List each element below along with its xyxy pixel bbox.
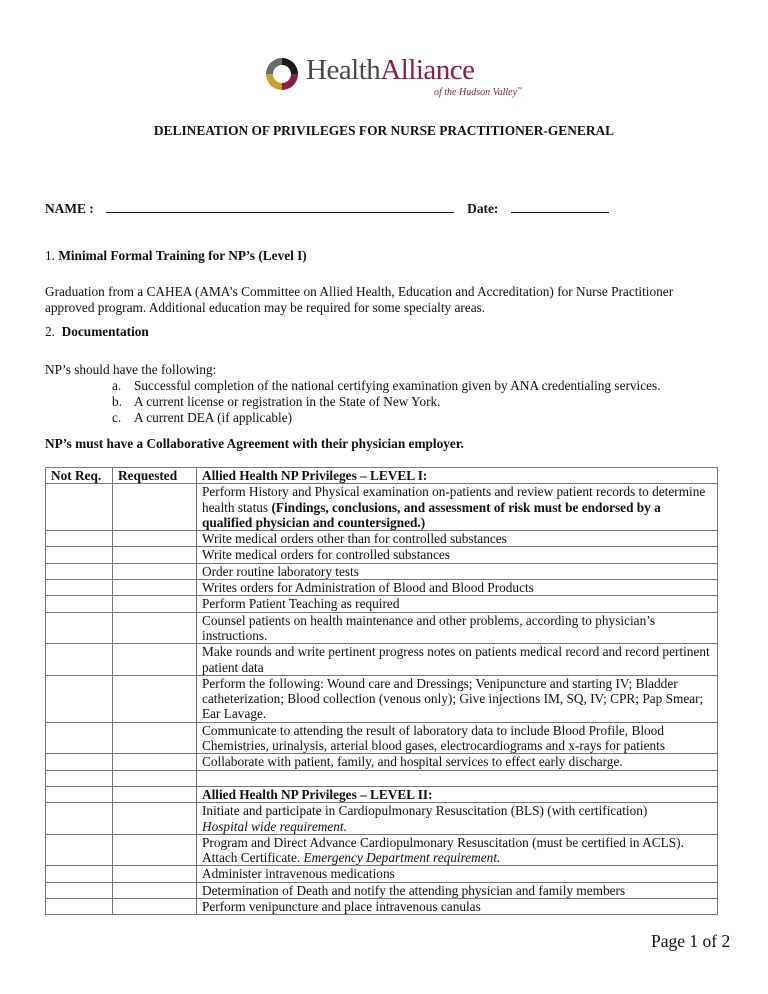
- documentation-list: [112, 378, 732, 426]
- not-required-cell[interactable]: [46, 754, 113, 770]
- privilege-text: Counsel patients on health maintenance and other problems, according to physician’s instructions.: [197, 612, 718, 644]
- privilege-text: Perform History and Physical examination on-patients and review patient records to determine health status (Findings, conclusions, and assessment of risk must be endorsed by a qualified physician and countersigned.): [197, 484, 718, 531]
- table-row: [46, 882, 718, 898]
- privilege-text: Administer intravenous medications: [197, 866, 718, 882]
- requested-cell[interactable]: [113, 722, 197, 754]
- requested-cell[interactable]: [113, 596, 197, 612]
- level2-header-row: [46, 786, 718, 802]
- name-label: NAME :: [45, 201, 94, 216]
- not-required-cell[interactable]: [46, 484, 113, 531]
- section1-heading: 1. Minimal Formal Training for NP’s (Level I): [45, 248, 307, 263]
- table-spacer-row: [46, 770, 718, 786]
- table-row: [46, 866, 718, 882]
- not-required-cell[interactable]: [46, 675, 113, 722]
- privilege-text: Perform the following: Wound care and Dressings; Venipuncture and starting IV; Bladder catheterization; Blood collection (venous only); Give injections IM, SQ, IV; CPR; Pap Smear; Ear Lavage.: [197, 675, 718, 722]
- requested-cell[interactable]: [113, 531, 197, 547]
- name-date-line: [45, 201, 609, 217]
- requested-cell[interactable]: [113, 675, 197, 722]
- date-field[interactable]: [511, 201, 609, 213]
- requested-cell[interactable]: [113, 803, 197, 835]
- not-required-cell[interactable]: [46, 644, 113, 676]
- requested-cell[interactable]: [113, 484, 197, 531]
- table-row: [46, 644, 718, 676]
- requested-cell[interactable]: [113, 866, 197, 882]
- not-required-cell[interactable]: [46, 803, 113, 835]
- table-row: [46, 899, 718, 915]
- section1-body: Graduation from a CAHEA (AMA’s Committee on Allied Health, Education and Accreditation) for Nurse Practitioner approved program. Additional education may be required for some specialty areas.: [45, 284, 674, 315]
- not-required-cell[interactable]: [46, 563, 113, 579]
- requested-cell[interactable]: [113, 882, 197, 898]
- table-row: [46, 754, 718, 770]
- list-item: b. A current license or registration in the State of New York.: [112, 394, 441, 409]
- privileges-table: [45, 467, 718, 915]
- table-row: [46, 596, 718, 612]
- not-required-cell: [46, 786, 113, 802]
- section2-heading: 2. Documentation: [45, 324, 149, 339]
- not-required-cell[interactable]: [46, 834, 113, 866]
- not-required-cell[interactable]: [46, 899, 113, 915]
- logo-wordmark: HealthAlliance: [306, 54, 475, 86]
- table-row: [46, 563, 718, 579]
- not-required-cell[interactable]: [46, 866, 113, 882]
- list-item: c. A current DEA (if applicable): [112, 410, 293, 425]
- privilege-text: Initiate and participate in Cardiopulmonary Resuscitation (BLS) (with certification) Hospital wide requirement.: [197, 803, 718, 835]
- not-required-cell[interactable]: [46, 612, 113, 644]
- table-row: [46, 580, 718, 596]
- table-row: [46, 547, 718, 563]
- list-item: a. Successful completion of the national certifying examination given by ANA credentialing services.: [112, 378, 661, 393]
- privilege-text: Perform Patient Teaching as required: [197, 596, 718, 612]
- not-required-cell[interactable]: [46, 882, 113, 898]
- privilege-text: Determination of Death and notify the attending physician and family members: [197, 882, 718, 898]
- privilege-text: Order routine laboratory tests: [197, 563, 718, 579]
- requested-cell[interactable]: [113, 644, 197, 676]
- logo-subtitle: of the Hudson Valley™: [434, 87, 522, 98]
- not-required-cell[interactable]: [46, 547, 113, 563]
- section2-intro: NP’s should have the following:: [45, 362, 217, 377]
- not-required-cell[interactable]: [46, 596, 113, 612]
- requested-cell[interactable]: [113, 754, 197, 770]
- requested-cell[interactable]: [113, 834, 197, 866]
- privilege-text: Make rounds and write pertinent progress notes on patients medical record and record pertinent patient data: [197, 644, 718, 676]
- requested-cell: [113, 786, 197, 802]
- privilege-text: Write medical orders other than for controlled substances: [197, 531, 718, 547]
- requested-cell[interactable]: [113, 612, 197, 644]
- not-required-cell[interactable]: [46, 580, 113, 596]
- requested-cell[interactable]: [113, 547, 197, 563]
- healthalliance-logo: [262, 52, 522, 102]
- privilege-text: Collaborate with patient, family, and hospital services to effect early discharge.: [197, 754, 718, 770]
- table-row: [46, 834, 718, 866]
- table-row: [46, 531, 718, 547]
- requested-cell[interactable]: [113, 580, 197, 596]
- privilege-text: Program and Direct Advance Cardiopulmonary Resuscitation (must be certified in ACLS). Attach Certificate. Emergency Department requirement.: [197, 834, 718, 866]
- privilege-text: Perform venipuncture and place intravenous canulas: [197, 899, 718, 915]
- document-title: DELINEATION OF PRIVILEGES FOR NURSE PRACTITIONER-GENERAL: [153, 123, 615, 138]
- table-row: [46, 675, 718, 722]
- name-field[interactable]: [106, 201, 454, 213]
- not-required-cell[interactable]: [46, 722, 113, 754]
- table-row: [46, 612, 718, 644]
- page-number: Page 1 of 2: [651, 931, 731, 951]
- table-row: [46, 803, 718, 835]
- privilege-text: Communicate to attending the result of laboratory data to include Blood Profile, Blood Chemistries, urinalysis, arterial blood gases, electrocardiograms and x-rays for patients: [197, 722, 718, 754]
- not-required-cell[interactable]: [46, 531, 113, 547]
- table-row: [46, 484, 718, 531]
- header-level2: Allied Health NP Privileges – LEVEL II:: [197, 786, 718, 802]
- table-header-row: [46, 468, 718, 484]
- privilege-text: Writes orders for Administration of Blood and Blood Products: [197, 580, 718, 596]
- table-row: [46, 722, 718, 754]
- requested-cell[interactable]: [113, 563, 197, 579]
- header-not-required: Not Req.: [46, 468, 113, 484]
- collaborative-agreement-note: NP’s must have a Collaborative Agreement with their physician employer.: [45, 436, 464, 451]
- header-requested: Requested: [113, 468, 197, 484]
- privilege-text: Write medical orders for controlled substances: [197, 547, 718, 563]
- date-label: Date:: [467, 201, 499, 216]
- header-level1: Allied Health NP Privileges – LEVEL I:: [197, 468, 718, 484]
- swirl-logo-icon: [262, 54, 302, 94]
- requested-cell[interactable]: [113, 899, 197, 915]
